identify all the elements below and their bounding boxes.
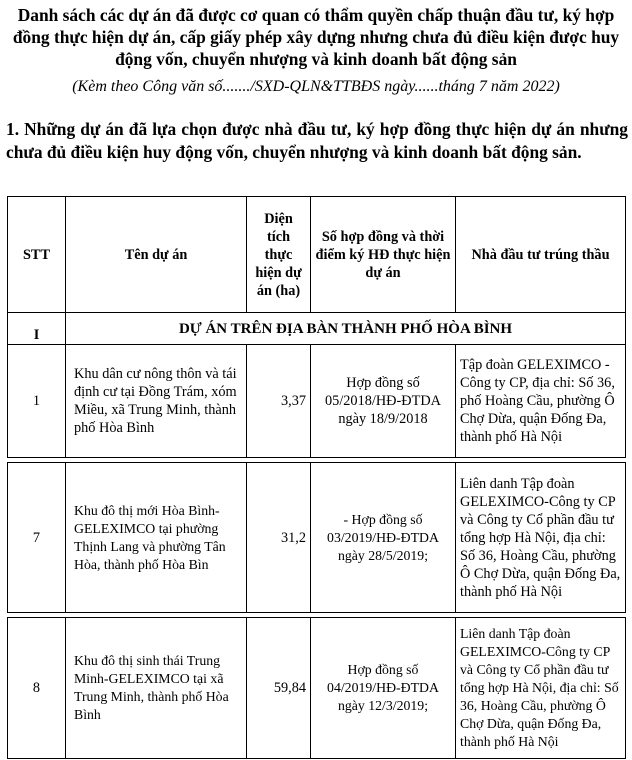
- table-header-row: [8, 197, 626, 313]
- header-area: Diện tích thực hiện dự án (ha): [247, 197, 311, 313]
- table-row: [8, 463, 626, 613]
- row-contract: Hợp đồng số 04/2019/HĐ-ĐTDA ngày 12/3/2019;: [311, 618, 456, 759]
- row-name: Khu dân cư nông thôn và tái định cư tại Đồng Trám, xóm Miều, xã Trung Minh, thành phố Hòa Bình: [66, 345, 247, 458]
- row-investor: Tập đoàn GELEXIMCO - Công ty CP, địa chỉ: Số 36, phố Hoàng Cầu, phường Ô Chợ Dừa, quận Đống Đa, thành phố Hà Nội: [456, 345, 626, 458]
- row-contract: Hợp đồng số 05/2018/HĐ-ĐTDA ngày 18/9/2018: [311, 345, 456, 458]
- row-stt: 8: [8, 618, 66, 759]
- row-stt: 7: [8, 463, 66, 613]
- row-contract: - Hợp đồng số 03/2019/HĐ-ĐTDA ngày 28/5/2019;: [311, 463, 456, 613]
- project-table-part-3: [7, 617, 626, 759]
- header-stt: STT: [8, 197, 66, 313]
- group-label: DỰ ÁN TRÊN ĐỊA BÀN THÀNH PHỐ HÒA BÌNH: [66, 313, 626, 345]
- table-block-2: [7, 462, 625, 612]
- table-row: [8, 618, 626, 759]
- table-row: [8, 345, 626, 458]
- row-investor: Liên danh Tập đoàn GELEXIMCO-Công ty CP và Công ty Cổ phần đầu tư tổng hợp Hà Nội, địa chỉ: Số 36, Hoàng Cầu, phường Ô Chợ Dừa, quận Đống Đa, thành phố Hà Nội: [456, 463, 626, 613]
- row-name: Khu đô thị sinh thái Trung Minh-GELEXIMCO tại xã Trung Minh, thành phố Hòa Bình: [66, 618, 247, 759]
- section-heading: 1. Những dự án đã lựa chọn được nhà đầu tư, ký hợp đồng thực hiện dự án nhưng chưa đủ điều kiện huy động vốn, chuyển nhượng và kinh doanh bất động sản.: [6, 119, 628, 162]
- row-investor: Liên danh Tập đoàn GELEXIMCO-Công ty CP và Công ty Cổ phần đầu tư tổng hợp Hà Nội, địa chỉ: Số 36, Hoàng Cầu, phường Ô Chợ Dừa, quận Đống Đa, thành phố Hà Nội: [456, 618, 626, 759]
- header-investor: Nhà đầu tư trúng thầu: [456, 197, 626, 313]
- header-name: Tên dự án: [66, 197, 247, 313]
- header-contract: Số hợp đồng và thời điểm ký HĐ thực hiện dự án: [311, 197, 456, 313]
- row-name: Khu đô thị mới Hòa Bình-GELEXIMCO tại phường Thịnh Lang và phường Tân Hòa, thành phố Hòa Bìn: [66, 463, 247, 613]
- row-stt: 1: [8, 345, 66, 458]
- project-table-part-2: [7, 462, 626, 613]
- row-area: 59,84: [247, 618, 311, 759]
- group-stt-text: I: [33, 327, 40, 343]
- row-area: 31,2: [247, 463, 311, 613]
- document-subtitle: (Kèm theo Công văn số......./SXD-QLN&TTBĐS ngày......tháng 7 năm 2022): [72, 78, 560, 95]
- project-table: [7, 196, 626, 458]
- table-block-3: [7, 617, 625, 758]
- table-block-1: [7, 196, 625, 457]
- document-title: Danh sách các dự án đã được cơ quan có thẩm quyền chấp thuận đầu tư, ký hợp đồng thực hiện dự án, cấp giấy phép xây dựng nhưng chưa đủ điều kiện được huy động vốn, chuyển nhượng và kinh doanh bất động sản: [12, 5, 620, 69]
- group-row: [8, 313, 626, 345]
- row-area: 3,37: [247, 345, 311, 458]
- group-stt: [8, 313, 66, 345]
